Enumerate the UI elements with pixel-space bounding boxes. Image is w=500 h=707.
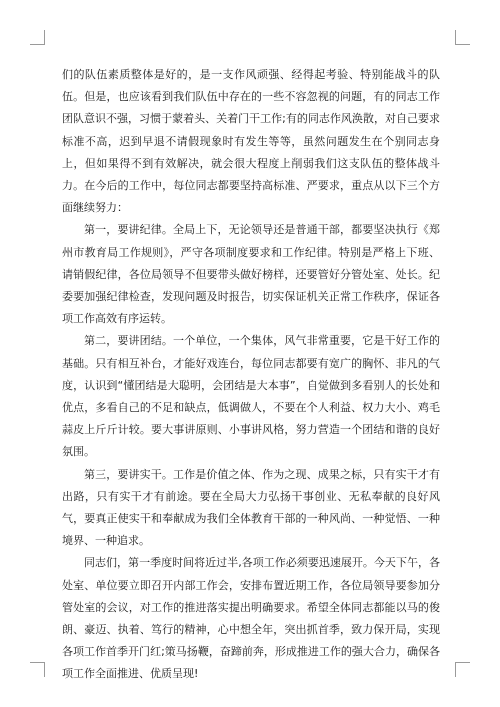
crop-mark-top-right [455, 30, 470, 45]
crop-mark-top-left [30, 30, 45, 45]
paragraph-discipline: 第一，要讲纪律。全局上下，无论领导还是普通干部，都要坚决执行《郑州市教育局工作规则》，严守各项制度要求和工作纪律。特别是严格上下班、请销假纪律，各位局领导不但要带头做好榜样，还要管好分管处室、处长。纪委要加强纪律检查，发现问题及时报告，切实保证机关正常工作秩序，保证各项工作高效有序运转。 [62, 223, 440, 326]
crop-mark-bottom-right [455, 662, 470, 677]
paragraph-hard-work: 第三，要讲实干。工作是价值之体、作为之现、成果之标，只有实干才有出路，只有实干才有前途。要在全局大力弘扬干事创业、无私奉献的良好风气，要真正使实干和奉献成为我们全体教育干部的一种风尚、一种觉悟、一种境界、一种追求。 [62, 467, 440, 548]
paragraph-unity: 第二，要讲团结。一个单位，一个集体，风气非常重要，它是干好工作的基础。只有相互补台，才能好戏连台，每位同志都要有宽广的胸怀、非凡的气度，认识到“懂团结是大聪明，会团结是大本事”，自觉做到多看别人的长处和优点，多看自己的不足和缺点，低调做人，不要在个人利益、权力大小、鸡毛蒜皮上斤斤计较。要大事讲原则、小事讲风格，努力营造一个团结和谐的良好氛围。 [62, 334, 440, 459]
paragraph-continuation: 们的队伍素质整体是好的，是一支作风顽强、经得起考验、特别能战斗的队伍。但是，也应该看到我们队伍中存在的一些不容忽视的问题，有的同志工作团队意识不强，习惯于蒙着头、关着门干工作;有的同志作风涣散，对自己要求标准不高，迟到早退不请假现象时有发生等等，虽然问题发生在个别同志身上，但如果得不到有效解决，就会很大程度上削弱我们这支队伍的整体战斗力。在今后的工作中，每位同志都要坚持高标准、严要求，重点从以下三个方面继续努力： [62, 68, 440, 215]
document-body [62, 64, 440, 686]
crop-mark-bottom-left [30, 662, 45, 677]
paragraph-closing: 同志们，第一季度时间将近过半,各项工作必须要迅速展开。今天下午，各处室、单位要立即召开内部工作会，安排布置近期工作，各位局领导要参加分管处室的会议，对工作的推进落实提出明确要求。希望全体同志都能以马的俊朗、豪迈、执着、笃行的精神，心中想全年，突出抓首季，致力保开局，实现各项工作首季开门红;策马扬鞭，奋蹄前奔，形成推进工作的强大合力，确保各项工作全面推进、优质呈现! [62, 556, 440, 681]
